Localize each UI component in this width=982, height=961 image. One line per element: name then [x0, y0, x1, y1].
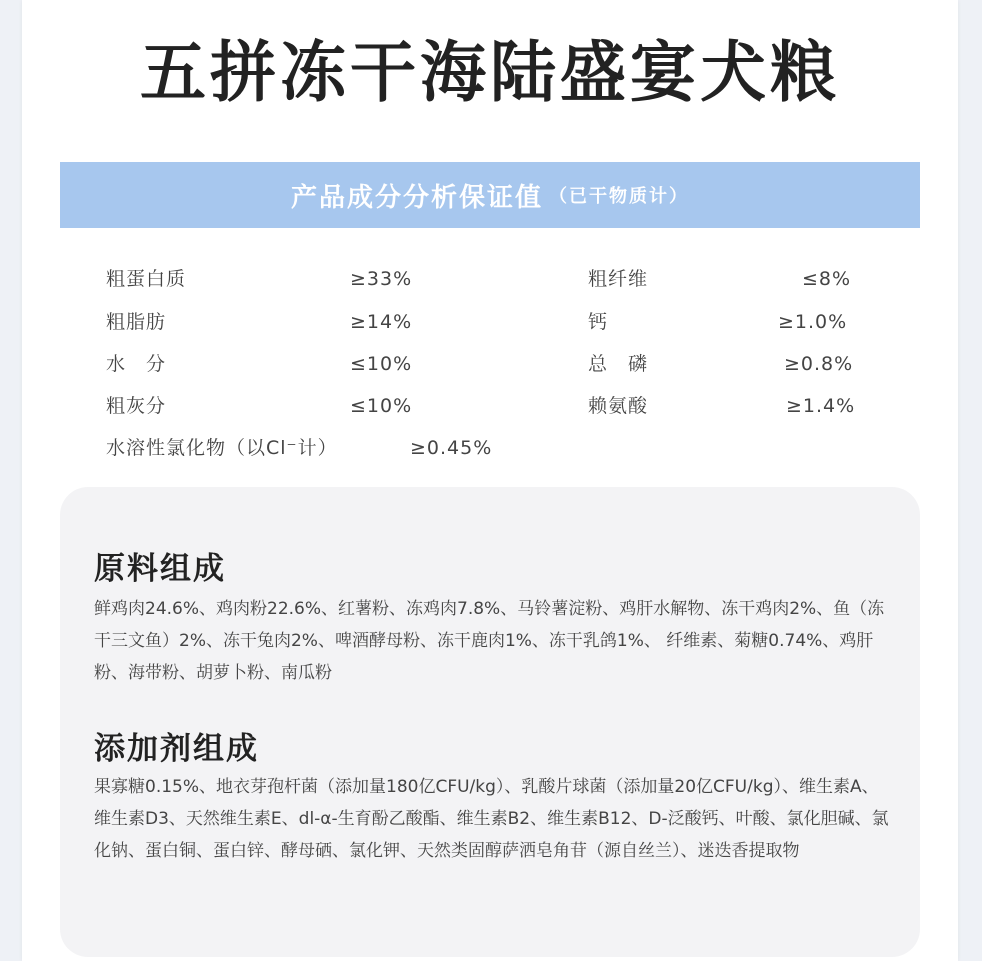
spec-row [588, 264, 852, 294]
spec-label: 赖氨酸 [588, 395, 649, 417]
ingredients-title: 原料组成 [94, 551, 226, 587]
spec-value: ≥14% [350, 311, 413, 333]
spec-label: 总 磷 [588, 353, 649, 375]
spec-row [106, 264, 413, 294]
spec-row [106, 349, 413, 379]
analysis-header-subtitle: （已干物质计） [549, 186, 689, 207]
analysis-header-title: 产品成分分析保证值 [290, 182, 543, 213]
spec-value: ≥1.4% [786, 395, 856, 417]
spec-value: ≥33% [350, 268, 413, 290]
spec-label: 粗灰分 [106, 395, 167, 417]
spec-value: ≤10% [350, 353, 413, 375]
spec-label: 水 分 [106, 353, 167, 375]
additives-title: 添加剂组成 [94, 731, 259, 767]
spec-row-chloride [106, 433, 493, 463]
spec-label: 粗脂肪 [106, 311, 167, 333]
spec-label: 钙 [588, 311, 609, 333]
spec-row [106, 307, 413, 337]
spec-row [588, 307, 848, 337]
ingredients-text: 鲜鸡肉24.6%、鸡肉粉22.6%、红薯粉、冻鸡肉7.8%、马铃薯淀粉、鸡肝水解物、冻干鸡肉2%、鱼（冻干三文鱼）2%、冻干兔肉2%、啤酒酵母粉、冻干鹿肉1%、冻干乳鸽1%、 纤维素、菊糖0.74%、鸡肝粉、海带粉、胡萝卜粉、南瓜粉 [94, 599, 885, 683]
spec-row [588, 349, 854, 379]
spec-value: ≥0.8% [784, 353, 854, 375]
additives-text: 果寡糖0.15%、地衣芽孢杆菌（添加量180亿CFU/kg）、乳酸片球菌（添加量20亿CFU/kg）、维生素A、维生素D3、天然维生素E、dl-α-生育酚乙酸酯、维生素B2、维生素B12、D-泛酸钙、叶酸、氯化胆碱、氯化钠、蛋白铜、蛋白锌、酵母硒、氯化钾、天然类固醇萨洒皂角苷（源自丝兰）、迷迭香提取物 [94, 777, 889, 861]
spec-label: 粗纤维 [588, 268, 649, 290]
composition-card [60, 487, 920, 957]
analysis-header-band [60, 162, 920, 228]
spec-row [588, 391, 856, 421]
spec-label: 水溶性氯化物（以Cl⁻计） [106, 437, 338, 459]
spec-value: ≤8% [802, 268, 852, 290]
product-info-page [22, 0, 958, 961]
spec-value: ≥0.45% [410, 437, 493, 459]
spec-label: 粗蛋白质 [106, 268, 187, 290]
page-title: 五拼冻干海陆盛宴犬粮 [140, 34, 840, 111]
spec-row [106, 391, 413, 421]
spec-value: ≤10% [350, 395, 413, 417]
spec-value: ≥1.0% [778, 311, 848, 333]
